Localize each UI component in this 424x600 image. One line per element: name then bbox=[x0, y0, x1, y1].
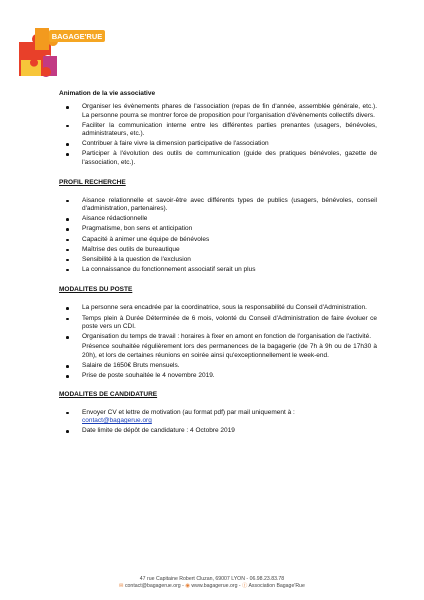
section-title-modalites-poste: MODALITES DU POSTE bbox=[59, 286, 133, 294]
logo-text: BAGAGE'RUE bbox=[51, 32, 103, 41]
list-item bbox=[59, 409, 377, 426]
globe-icon: ◉ bbox=[185, 583, 190, 589]
list-modalites-poste bbox=[59, 304, 377, 380]
list-item bbox=[59, 333, 377, 360]
section-title-animation: Animation de la vie associative bbox=[59, 90, 156, 97]
list-item: La connaissance du fonctionnement associatif serait un plus bbox=[59, 266, 377, 275]
list-item: Capacité à animer une équipe de bénévoles bbox=[59, 236, 377, 245]
facebook-icon: ⓕ bbox=[242, 583, 248, 589]
footer-contacts bbox=[0, 583, 424, 590]
list-item: Temps plein à Durée Déterminée de 6 mois, volonté du Conseil d'Administration de faire évoluer ce poste vers un CDI. bbox=[59, 315, 377, 332]
list-item: Salaire de 1650€ Bruts mensuels. bbox=[59, 362, 377, 371]
section-title-modalites-candidature: MODALITES DE CANDIDATURE bbox=[59, 390, 158, 398]
list-item: Organiser les évènements phares de l'association (repas de fin d'année, assemblée générale, etc.). La personne pourra se montrer force de proposition pour l'organisation d'évènements collectifs divers. bbox=[59, 103, 377, 120]
mail-icon: ✉ bbox=[119, 583, 124, 589]
footer-website[interactable]: www.bagagerue.org bbox=[191, 583, 238, 589]
list-item: Prise de poste souhaitée le 4 novembre 2019. bbox=[59, 372, 377, 381]
footer-address: 47 rue Capitaine Robert Cluzan, 69007 LYON - 06.98.23.83.78 bbox=[139, 576, 285, 582]
list-item: Sensibilité à la question de l'exclusion bbox=[59, 256, 377, 265]
contact-email-link[interactable]: contact@bagagerue.org bbox=[82, 417, 152, 425]
footer bbox=[0, 576, 424, 590]
list-item: Contribuer à faire vivre la dimension participative de l'association bbox=[59, 140, 377, 149]
list-item: Faciliter la communication interne entre les différentes parties prenantes (usagers, bénévoles, administrateurs, etc.). bbox=[59, 122, 377, 139]
list-item-text: Organisation du temps de travail : horaires à fixer en amont en fonction de l'organisation de l'activité. bbox=[82, 333, 372, 341]
footer-separator: - bbox=[238, 583, 241, 589]
list-item: Pragmatisme, bon sens et anticipation bbox=[59, 225, 377, 234]
list-profil bbox=[59, 197, 377, 275]
bagagerue-logo bbox=[15, 20, 107, 82]
list-modalites-candidature bbox=[59, 409, 377, 436]
list-item: Aisance rédactionnelle bbox=[59, 215, 377, 224]
list-animation bbox=[59, 103, 377, 168]
footer-facebook[interactable]: Association Bagage'Rue bbox=[248, 583, 305, 589]
document-body bbox=[59, 89, 377, 437]
list-item: Maîtrise des outils de bureautique bbox=[59, 246, 377, 255]
list-item: La personne sera encadrée par la coordinatrice, sous la responsabilité du Conseil d'Administration. bbox=[59, 304, 377, 313]
footer-email[interactable]: contact@bagagerue.org bbox=[124, 583, 181, 589]
list-item: Participer à l'évolution des outils de communication (guide des pratiques bénévoles, gazette de l'association, etc.). bbox=[59, 150, 377, 167]
footer-separator: - bbox=[182, 583, 184, 589]
section-title-profil: PROFIL RECHERCHE bbox=[59, 178, 126, 186]
list-item: Aisance relationnelle et savoir-être avec différents types de publics (usagers, bénévoles, conseil d'administration, partenaires). bbox=[59, 197, 377, 214]
presence-note: Présence souhaitée régulièrement lors des permanences de la bagagerie (de 7h à 9h ou de 17h30 à 20h), et lors de certaines réunions en soirée ainsi qu'exceptionnellement le week-end. bbox=[82, 343, 377, 359]
list-item: Date limite de dépôt de candidature : 4 Octobre 2019 bbox=[59, 427, 377, 436]
list-item-text: Envoyer CV et lettre de motivation (au format pdf) par mail uniquement à : bbox=[82, 408, 295, 416]
